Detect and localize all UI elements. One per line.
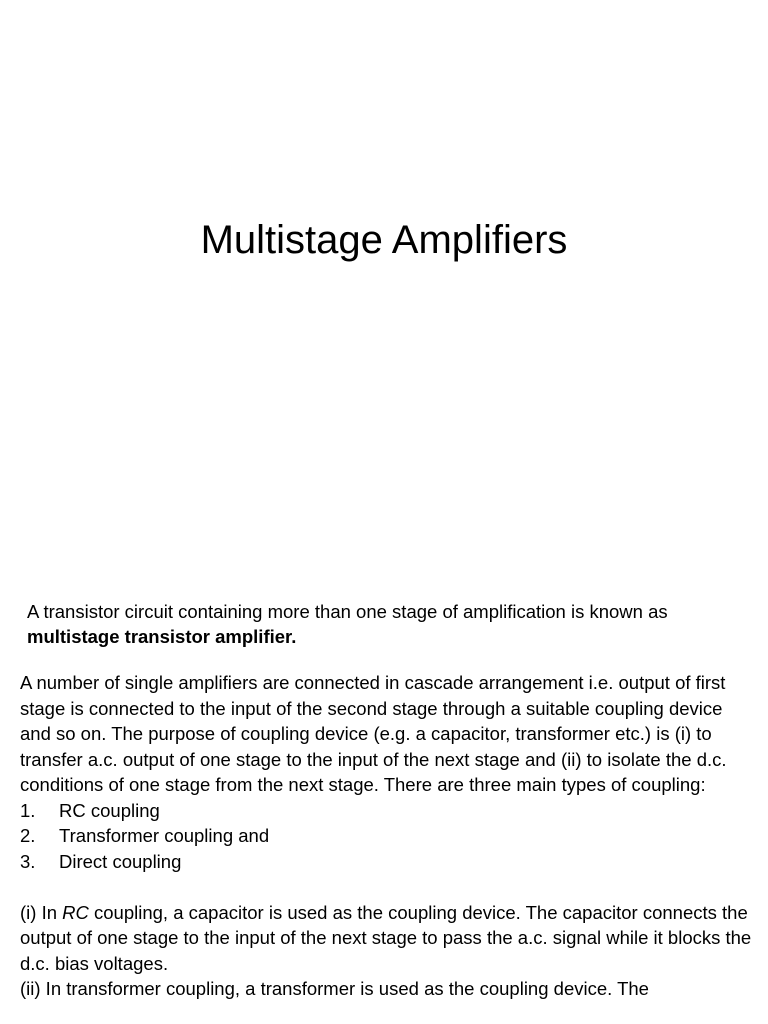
slide-title: Multistage Amplifiers — [200, 218, 568, 262]
rc-prefix: (i) In — [20, 901, 63, 923]
rc-rest: coupling, a capacitor is used as the coupling device. The capacitor connects the output of one stage to the input of the next stage to pass the a.c. signal while it blocks the d.c. bias voltages. — [20, 901, 752, 974]
cascade-paragraph: A number of single amplifiers are connected in cascade arrangement i.e. output of first stage is connected to the input of the second stage through a suitable coupling device and so on. The purpose of coupling device (e.g. a capacitor, transformer etc.) is (i) to transfer a.c. output of one stage to the input of the next stage and (ii) to isolate the d.c. conditions of one stage from the next stage. There are three main types of coupling: — [20, 672, 727, 795]
intro-bold-term: multistage transistor amplifier. — [27, 626, 297, 647]
rc-italic: RC — [62, 901, 89, 923]
list-item — [20, 798, 755, 824]
rc-coupling-paragraph — [20, 900, 755, 977]
list-number: 3. — [20, 850, 36, 872]
list-label: RC coupling — [59, 799, 160, 821]
list-label: Transformer coupling and — [59, 825, 270, 846]
list-item — [20, 849, 755, 875]
list-number: 2. — [20, 825, 36, 846]
list-label: Direct coupling — [59, 850, 182, 872]
intro-text: A transistor circuit containing more than one stage of amplification is known as — [27, 601, 668, 622]
body-block — [20, 670, 755, 1002]
intro-paragraph — [27, 599, 747, 649]
list-number: 1. — [20, 799, 36, 821]
list-item — [20, 823, 755, 849]
transformer-coupling-paragraph: (ii) In transformer coupling, a transformer is used as the coupling device. The — [20, 978, 649, 999]
spacer — [20, 874, 755, 900]
coupling-types-list — [20, 798, 755, 875]
